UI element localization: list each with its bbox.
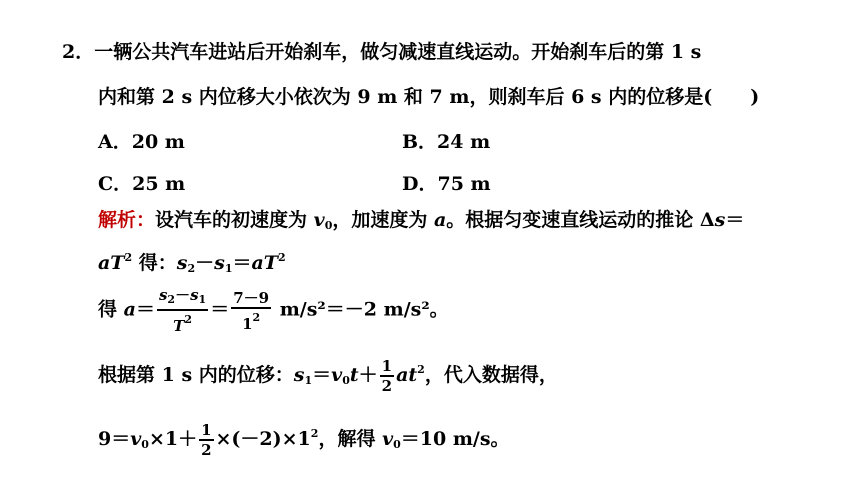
option-c[interactable]: C．25 m [98, 173, 186, 195]
solution-text: 得： [138, 252, 177, 274]
symbol-a: a [433, 209, 447, 231]
solution-text: 设汽车的初速度为 [155, 209, 314, 231]
solution-text: ×1＋ [148, 428, 198, 450]
symbol-s: s [714, 209, 726, 231]
option-d[interactable]: D．75 m [402, 173, 491, 195]
solution-line-2 [98, 246, 286, 281]
solution-line-4: 根据第 1 s 内的位移：$s_1=v_0t+$ $\frac{1}{2}$ $at^2$，代入数据得， [98, 357, 558, 395]
solution-text: ，加速度为 [332, 209, 434, 231]
solution-line-5: $9=v_0\times 1+$ $\frac{1}{2}$ $\times(-2)\times 1^2$，解得 $v_0=10$ m/s。 [98, 421, 510, 459]
question-line-1 [62, 40, 701, 64]
option-b[interactable]: B．24 m [402, 131, 491, 153]
question-number: 2． [62, 41, 95, 63]
solution-text: ，解得 [318, 428, 383, 450]
solution-text: 得 [98, 298, 124, 321]
equals-sign: ＝ [725, 209, 745, 231]
solution-text: 。根据匀变速直线运动的推论 Δ [446, 209, 715, 231]
formula-aT2: $aT^2$ [98, 251, 133, 274]
fraction-7-9-over-1: $\frac{7-9}{1^2}$ [233, 288, 270, 333]
acceleration-result: m/s²＝－2 m/s²。 [273, 298, 449, 321]
symbol-v: v [313, 209, 325, 231]
solution-text: ×(－2)×1 [215, 428, 311, 450]
solution-line-3: 得 a＝ $\frac{s_2-s_1}{T^2}$ ＝ $\frac{7-9}{1^2}$ m/s²＝－2 m/s²。 [98, 286, 449, 335]
question-text-2: 内和第 2 s 内位移大小依次为 9 m 和 7 m，则刹车后 6 s 内的位移是( ) [98, 86, 760, 108]
formula-s2-s1: $s_2-s_1=aT^2$ [176, 251, 286, 275]
question-line-2 [98, 85, 759, 109]
solution-line-1 [98, 208, 744, 238]
solution-text: 根据第 1 s 内的位移： [98, 364, 294, 386]
fraction-one-half: $\frac{1}{2}$ [381, 357, 393, 395]
final-answer: ＝10 m/s。 [400, 428, 510, 450]
question-text-1: 一辆公共汽车进站后开始刹车，做匀减速直线运动。开始刹车后的第 1 s [94, 41, 702, 63]
solution-label: 解析： [98, 209, 156, 231]
option-a[interactable]: A．20 m [98, 131, 185, 153]
solution-text: ，代入数据得， [424, 364, 558, 386]
fraction-s2-s1-over-T2: $\frac{s_2-s_1}{T^2}$ [158, 286, 207, 335]
solution-text: 9＝ [98, 428, 131, 450]
fraction-one-half: $\frac{1}{2}$ [201, 421, 212, 459]
subscript-zero: 0 [324, 219, 333, 232]
